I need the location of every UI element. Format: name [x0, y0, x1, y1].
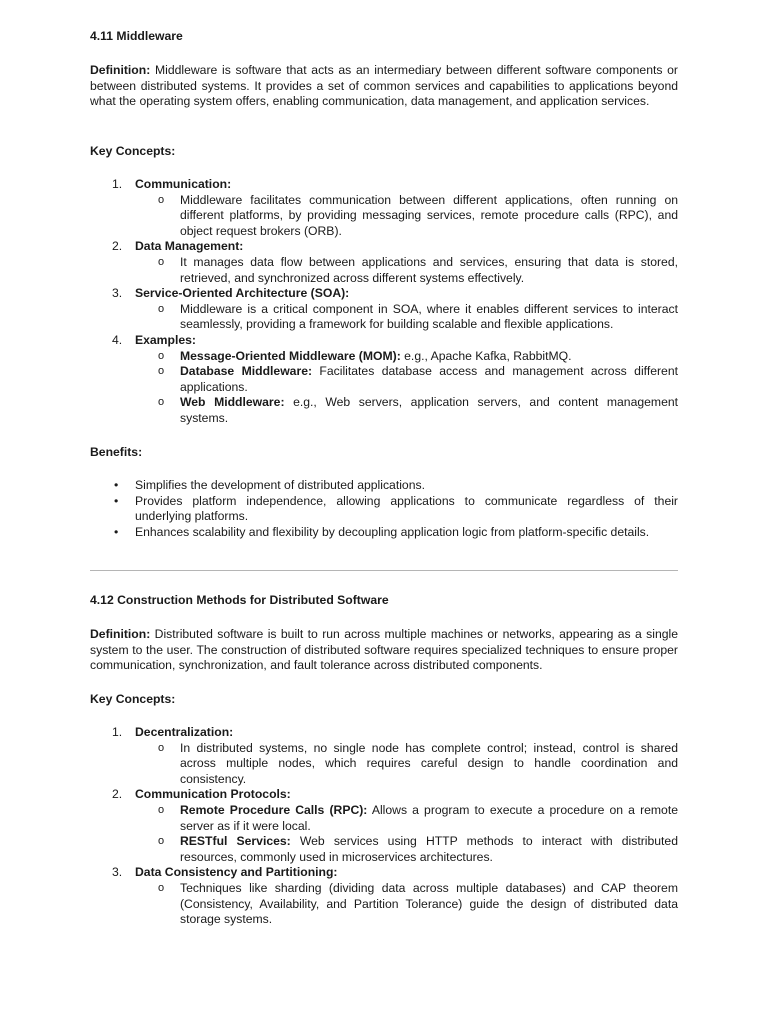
sub-item-text: It manages data flow between applications and services, ensuring that data is stored, retrieved, and synchronized across different systems effectively.	[180, 254, 678, 285]
concept-number: 3.	[112, 865, 123, 880]
sub-item-text: In distributed systems, no single node has complete control; instead, control is shared across multiple nodes, which requires careful design to handle coordination and consistency.	[180, 740, 678, 786]
concept-number: 1.	[112, 725, 123, 739]
key-concepts-label: Key Concepts:	[90, 692, 176, 706]
section-divider	[90, 570, 678, 571]
sub-item-text: e.g., Apache Kafka, RabbitMQ.	[400, 348, 572, 363]
sub-item	[135, 364, 678, 395]
section-4-11-key-label-block	[90, 144, 678, 160]
circle-bullet-icon: o	[158, 881, 165, 894]
sub-item	[135, 803, 678, 834]
sub-item-text: Allows a program to execute a procedure on a remote server as if it were local.	[180, 802, 678, 833]
section-4-11-concepts-block	[90, 177, 678, 427]
section-4-12-definition	[90, 627, 678, 674]
section-4-12-heading-block	[90, 593, 678, 609]
key-concepts-list	[90, 725, 678, 928]
sub-item-text: Web services using HTTP methods to interact with distributed resources, commonly used in microservices architectures.	[180, 834, 678, 864]
section-4-12-key-label-block	[90, 692, 678, 708]
section-4-11-benefits-block	[90, 478, 678, 540]
concept-number: 2.	[112, 787, 123, 802]
circle-bullet-icon: o	[158, 803, 165, 816]
sub-list	[135, 803, 678, 865]
section-4-11-benefits-label-block	[90, 445, 678, 461]
sub-item	[135, 834, 678, 865]
sub-item-bold: RESTful Services:	[180, 834, 291, 849]
sub-item-text: e.g., Web servers, application servers, and content management systems.	[180, 395, 679, 425]
concept-number: 4.	[112, 332, 123, 347]
sub-item-text: Techniques like sharding (dividing data across multiple databases) and CAP theorem (Consistency, Availability, and Partition Tolerance) guide the design of distributed data storage systems.	[180, 880, 678, 927]
definition-label: Definition:	[90, 627, 151, 641]
benefit-text: Simplifies the development of distributed applications.	[135, 478, 425, 492]
circle-bullet-icon: o	[158, 741, 165, 754]
section-4-12-concepts-block	[90, 725, 678, 928]
concept-title: Decentralization:	[135, 725, 234, 739]
sub-item-text: Middleware is a critical component in SOA, where it enables different services to interact seamlessly, providing a framework for building scalable and flexible applications.	[180, 301, 678, 332]
sub-list	[135, 881, 678, 928]
sub-item	[135, 741, 678, 788]
concept-item	[90, 239, 678, 286]
benefit-text: Enhances scalability and flexibility by decoupling application logic from platform-specific details.	[135, 524, 650, 539]
sub-list	[135, 302, 678, 333]
benefits-list	[90, 478, 678, 540]
definition-paragraph	[90, 63, 678, 110]
section-heading: 4.11 Middleware	[90, 29, 183, 43]
sub-item-bold: Database Middleware:	[180, 364, 313, 379]
concept-title: Examples:	[135, 332, 196, 347]
sub-item-bold: Remote Procedure Calls (RPC):	[180, 802, 368, 817]
concept-title: Communication Protocols:	[135, 787, 291, 802]
sub-list	[135, 741, 678, 788]
circle-bullet-icon: o	[158, 302, 165, 315]
circle-bullet-icon: o	[158, 396, 165, 409]
concept-item	[90, 725, 678, 787]
definition-paragraph	[90, 627, 678, 674]
sub-list	[135, 255, 678, 286]
concept-number: 3.	[112, 286, 123, 301]
sub-item-bold: Message-Oriented Middleware (MOM):	[180, 348, 401, 363]
sub-item-bold: Web Middleware:	[180, 395, 285, 410]
sub-item	[135, 395, 678, 426]
sub-item-text: Facilitates database access and management across different applications.	[180, 364, 678, 394]
concept-number: 2.	[112, 239, 123, 254]
concept-item	[90, 177, 678, 239]
concept-title: Communication:	[135, 177, 232, 191]
concept-item	[90, 865, 678, 927]
sub-item-text: Middleware facilitates communication between different applications, often running on different platforms, by providing messaging services, remote procedure calls (RPC), and object request brokers (ORB).	[180, 192, 678, 238]
bullet-icon: •	[114, 493, 119, 508]
circle-bullet-icon: o	[158, 193, 165, 206]
sub-item	[135, 302, 678, 333]
section-4-11-heading-block	[90, 29, 678, 45]
concept-title: Data Consistency and Partitioning:	[135, 865, 338, 880]
sub-list	[135, 349, 678, 427]
section-4-11-definition	[90, 63, 678, 110]
sub-item	[135, 881, 678, 928]
concept-item	[90, 333, 678, 427]
circle-bullet-icon: o	[158, 365, 165, 378]
sub-item	[135, 349, 678, 365]
benefits-label: Benefits:	[90, 445, 143, 459]
concept-number: 1.	[112, 177, 123, 191]
concept-title: Service-Oriented Architecture (SOA):	[135, 286, 350, 301]
definition-text: Distributed software is built to run across multiple machines or networks, appearing as a single system to the user. The construction of distributed software requires specialized techniques to ensure proper communication, synchronization, and fault tolerance across distributed components.	[90, 627, 679, 673]
bullet-icon: •	[114, 524, 119, 539]
bullet-icon: •	[114, 478, 119, 492]
benefit-item	[90, 478, 678, 494]
benefit-text: Provides platform independence, allowing applications to communicate regardless of their underlying platforms.	[135, 493, 678, 524]
concept-item	[90, 286, 678, 333]
sub-list	[135, 193, 678, 240]
sub-item	[135, 193, 678, 240]
key-concepts-list	[90, 177, 678, 427]
definition-text: Middleware is software that acts as an intermediary between different software components or between distributed systems. It provides a set of common services and capabilities to applications beyond what the operating system offers, enabling communication, data management, and application services.	[90, 63, 678, 109]
key-concepts-label: Key Concepts:	[90, 144, 176, 158]
benefit-item	[90, 494, 678, 525]
definition-label: Definition:	[90, 63, 151, 77]
circle-bullet-icon: o	[158, 835, 165, 848]
concept-item	[90, 787, 678, 865]
circle-bullet-icon: o	[158, 349, 165, 362]
section-heading: 4.12 Construction Methods for Distributed Software	[90, 593, 389, 607]
benefit-item	[90, 525, 678, 541]
concept-title: Data Management:	[135, 239, 244, 254]
circle-bullet-icon: o	[158, 255, 165, 268]
sub-item	[135, 255, 678, 286]
